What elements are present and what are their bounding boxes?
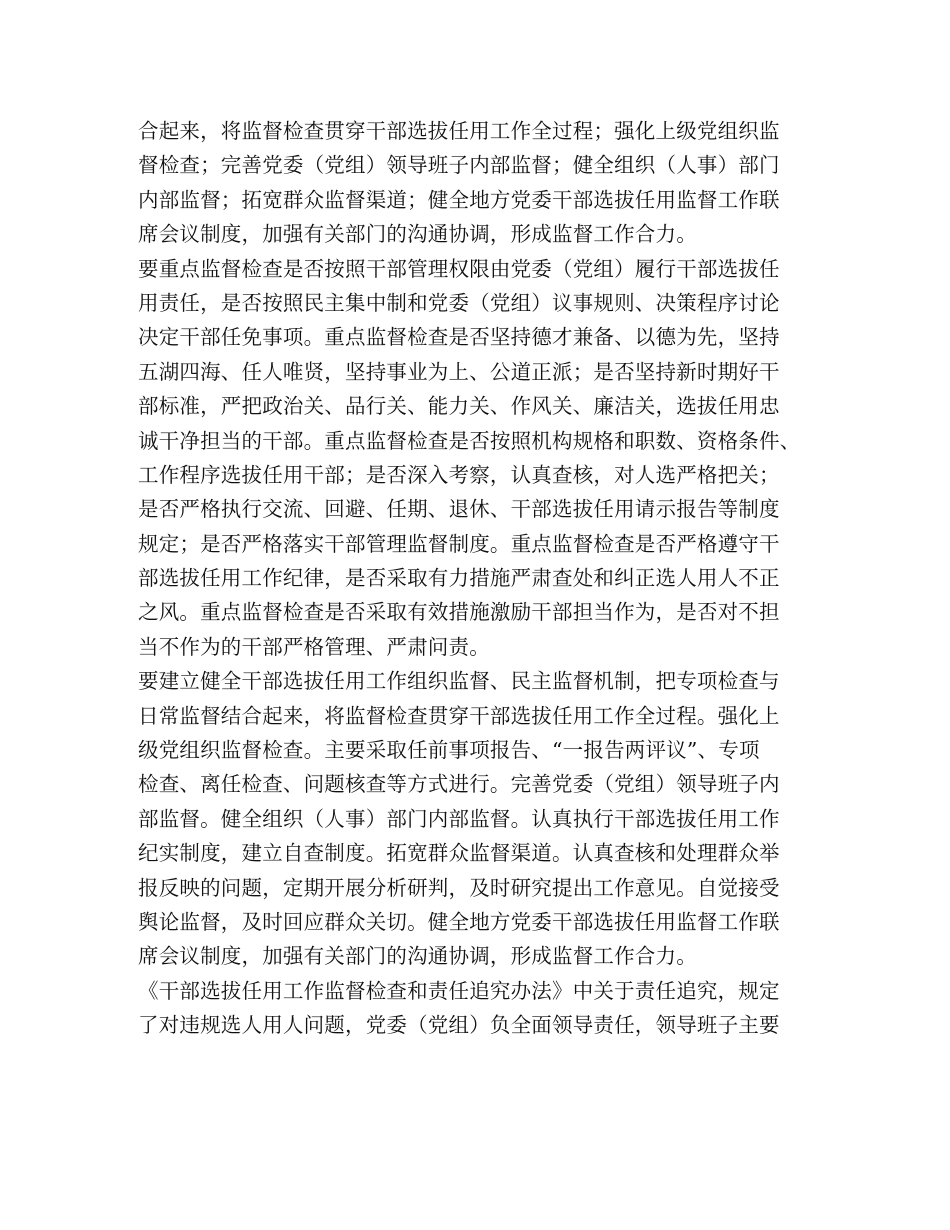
text-line-21: 部监督。健全组织（人事）部门内部监督。认真执行干部选拔任用工作	[138, 806, 780, 831]
text-line-26: 《干部选拔任用工作监督检查和责任追究办法》中关于责任追究，规定	[138, 978, 780, 1003]
text-line-24: 舆论监督，及时回应群众关切。健全地方党委干部选拔任用监督工作联	[138, 909, 780, 934]
text-line-20: 检查、离任检查、问题核查等方式进行。完善党委（党组）领导班子内	[138, 772, 780, 797]
text-line-7: 决定干部任免事项。重点监督检查是否坚持德才兼备、以德为先，坚持	[138, 325, 780, 350]
text-line-19: 级党组织监督检查。主要采取任前事项报告、“一报告两评议”、专项	[138, 738, 760, 763]
text-line-12: 是否严格执行交流、回避、任期、退休、干部选拔任用请示报告等制度	[138, 497, 780, 522]
text-line-3: 内部监督；拓宽群众监督渠道；健全地方党委干部选拔任用监督工作联	[138, 187, 780, 212]
text-line-16: 当不作为的干部严格管理、严肃问责。	[138, 634, 490, 659]
text-line-10: 诚干净担当的干部。重点监督检查是否按照机构规格和职数、资格条件、	[138, 428, 801, 453]
text-line-8: 五湖四海、任人唯贤，坚持事业为上、公道正派；是否坚持新时期好干	[138, 359, 780, 384]
text-line-11: 工作程序选拔任用干部；是否深入考察，认真查核，对人选严格把关；	[138, 462, 780, 487]
text-line-5: 要重点监督检查是否按照干部管理权限由党委（党组）履行干部选拔任	[138, 256, 780, 281]
document-body	[138, 114, 828, 1043]
text-line-17: 要建立健全干部选拔任用工作组织监督、民主监督机制，把专项检查与	[138, 669, 780, 694]
text-line-25: 席会议制度，加强有关部门的沟通协调，形成监督工作合力。	[138, 944, 697, 969]
text-line-2: 督检查；完善党委（党组）领导班子内部监督；健全组织（人事）部门	[138, 153, 780, 178]
text-line-4: 席会议制度，加强有关部门的沟通协调，形成监督工作合力。	[138, 222, 697, 247]
text-line-15: 之风。重点监督检查是否采取有效措施激励干部担当作为，是否对不担	[138, 600, 780, 625]
text-line-9: 部标准，严把政治关、品行关、能力关、作风关、廉洁关，选拔任用忠	[138, 394, 780, 419]
text-line-23: 报反映的问题，定期开展分析研判，及时研究提出工作意见。自觉接受	[138, 875, 780, 900]
text-line-6: 用责任，是否按照民主集中制和党委（党组）议事规则、决策程序讨论	[138, 290, 780, 315]
text-line-1: 合起来，将监督检查贯穿干部选拔任用工作全过程；强化上级党组织监	[138, 119, 780, 143]
text-line-22: 纪实制度，建立自查制度。拓宽群众监督渠道。认真查核和处理群众举	[138, 841, 780, 866]
text-line-14: 部选拔任用工作纪律，是否采取有力措施严肃查处和纠正选人用人不正	[138, 566, 780, 591]
text-line-27: 了对违规选人用人问题，党委（党组）负全面领导责任，领导班子主要	[138, 1013, 780, 1038]
text-line-13: 规定；是否严格落实干部管理监督制度。重点监督检查是否严格遵守干	[138, 531, 780, 556]
text-line-18: 日常监督结合起来，将监督检查贯穿干部选拔任用工作全过程。强化上	[138, 703, 780, 728]
